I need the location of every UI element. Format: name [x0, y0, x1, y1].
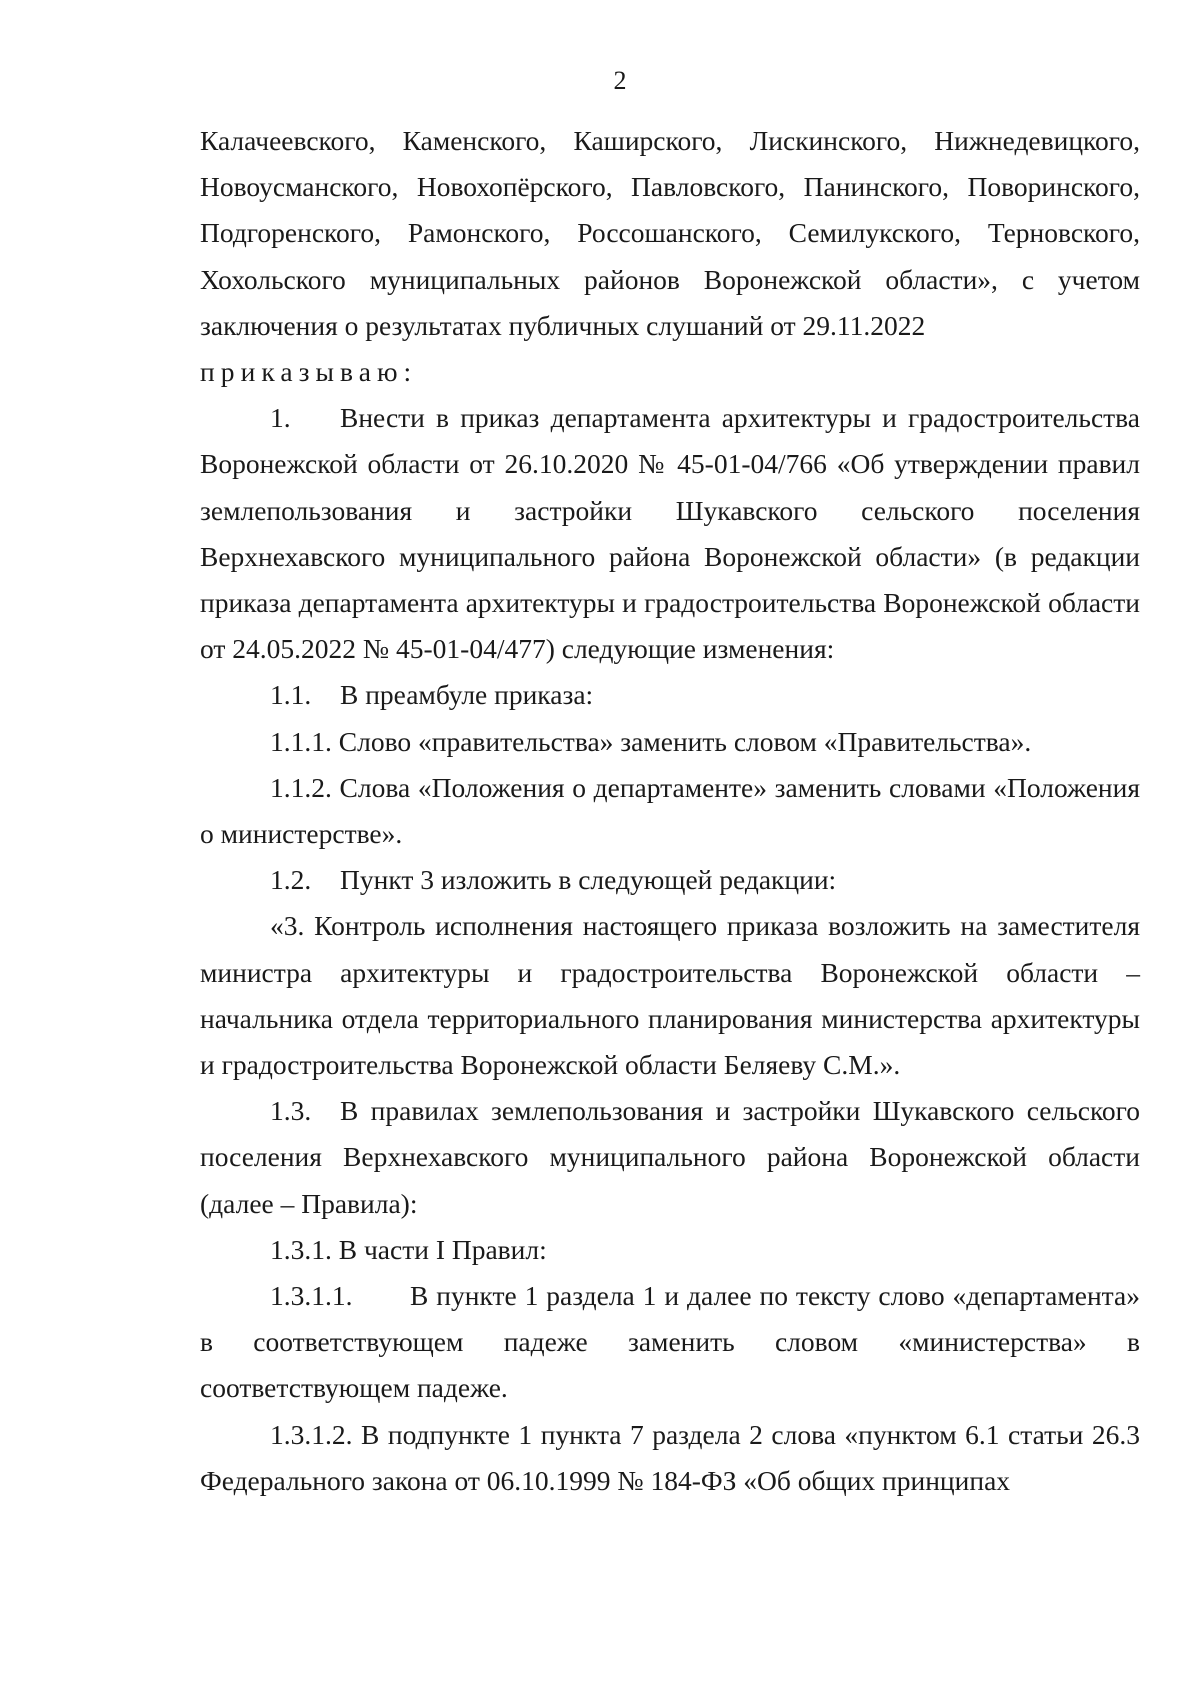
paragraph-item-1-1: [200, 672, 1140, 718]
paragraph-number: 1.2.: [270, 864, 312, 896]
paragraph-text: 1.3.1.2. В подпункте 1 пункта 7 раздела 2 слова «пунктом 6.1 статьи 26.3 Федерального закона от 06.10.1999 № 184-ФЗ «Об общих принципах: [200, 1418, 1140, 1496]
paragraph-item-1-2: [200, 857, 1140, 903]
paragraph-order-word: приказываю:: [200, 356, 418, 388]
paragraph-text: 1.1.2. Слова «Положения о департаменте» заменить словами «Положения о министерстве».: [200, 771, 1140, 850]
paragraph-number: 1.3.: [270, 1095, 312, 1127]
paragraph-continuation: Калачеевского, Каменского, Каширского, Лискинского, Нижнедевицкого, Новоусманского, Новохопёрского, Павловского, Панинского, Поворинского, Подгоренского, Рамонского, Россошанского, Семилукского, Терновского, Хохольского муниципальных районов Воронежской области», с учетом заключения о результатах публичных слушаний от 29.11.2022: [200, 125, 1140, 341]
paragraph-text: В пункте 1 раздела 1 и далее по тексту слово «департамента» в соответствующем падеже заменить словом «министерства» в соответствующем падеже.: [200, 1280, 1140, 1404]
paragraph-number: 1.: [270, 402, 291, 434]
paragraph-item-1-1-2: [200, 765, 1140, 857]
paragraph-item-1-3: [200, 1088, 1140, 1227]
paragraph-item-1: [200, 395, 1140, 672]
paragraph-text: В преамбуле приказа:: [340, 679, 594, 711]
paragraph-item-1-3-1-1: [200, 1273, 1140, 1412]
paragraph-text: В правилах землепользования и застройки Шукавского сельского поселения Верхнехавского муниципального района Воронежской области (далее – Правила):: [200, 1095, 1140, 1219]
page-number: 2: [613, 66, 627, 95]
paragraph-text: Внести в приказ департамента архитектуры и градостроительства Воронежской области от 26.10.2020 № 45-01-04/766 «Об утверждении правил землепользования и застройки Шукавского сельского поселения Верхнехавского муниципального района Воронежской области» (в редакции приказа департамента архитектуры и градостроительства Воронежской области от 24.05.2022 № 45-01-04/477) следующие изменения:: [200, 402, 1140, 665]
paragraph-number: 1.1.: [270, 679, 312, 711]
paragraph-item-1-3-1-2: [200, 1412, 1140, 1504]
paragraph-text: 1.1.1. Слово «правительства» заменить словом «Правительства».: [270, 725, 1032, 757]
paragraph-text: «3. Контроль исполнения настоящего приказа возложить на заместителя министра архитектуры и градостроительства Воронежской области – начальника отдела территориального планирования министерства архитектуры и градостроительства Воронежской области Беляеву С.М.».: [200, 910, 1140, 1081]
paragraph-item-1-1-1: [200, 719, 1140, 765]
paragraph-number: 1.3.1.1.: [270, 1280, 353, 1312]
paragraph-quote-3: [200, 903, 1140, 1088]
document-body: [200, 118, 1140, 1504]
paragraph-text: 1.3.1. В части I Правил:: [270, 1233, 547, 1265]
paragraph-item-1-3-1: [200, 1227, 1140, 1273]
paragraph-text: Пункт 3 изложить в следующей редакции:: [340, 864, 837, 896]
